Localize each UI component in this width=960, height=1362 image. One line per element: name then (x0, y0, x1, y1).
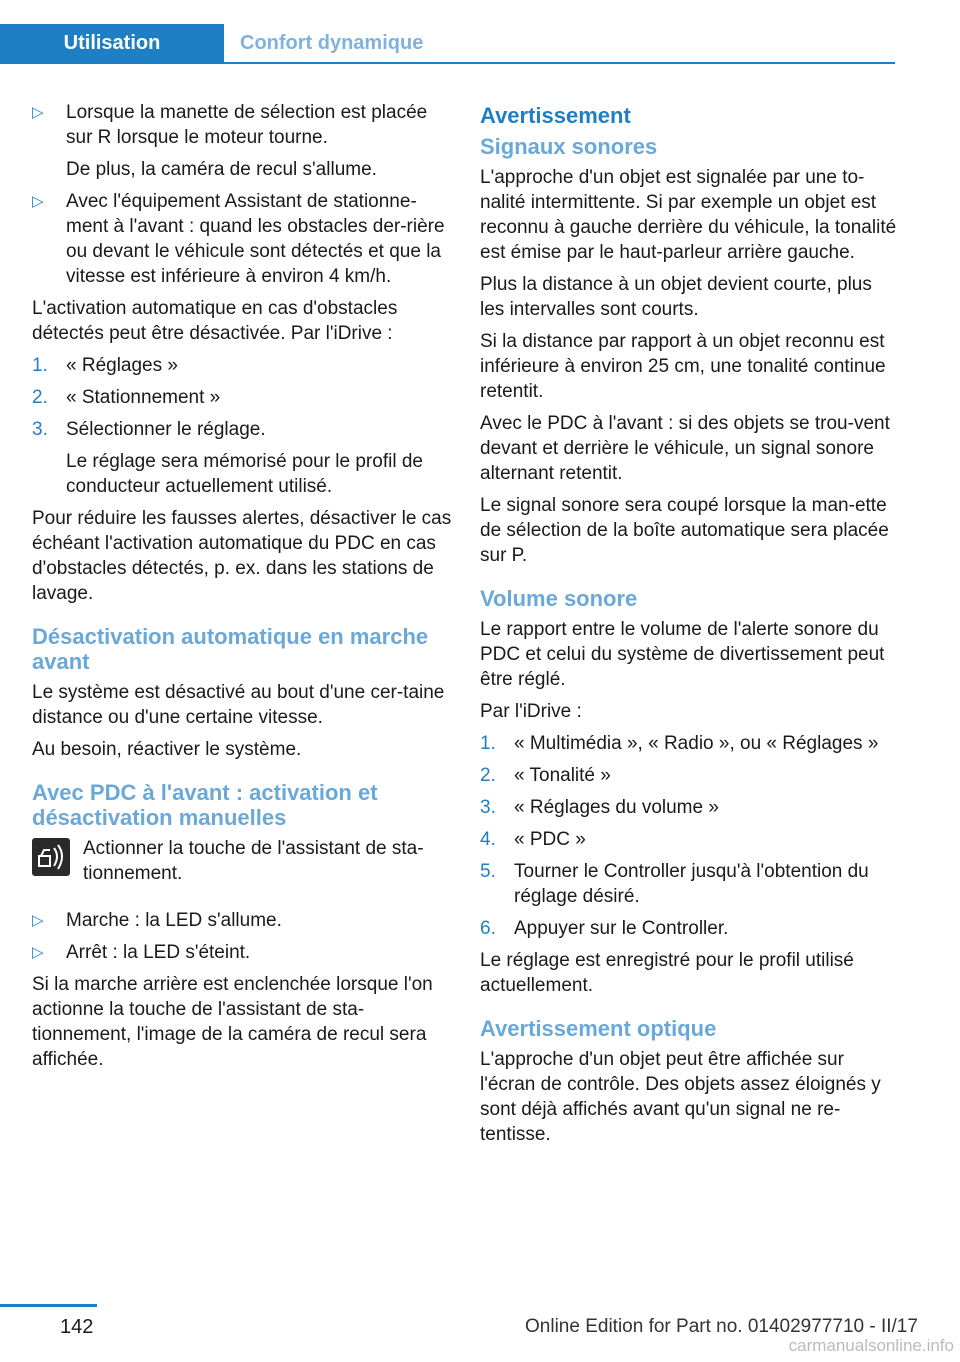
sub-heading: Avertissement optique (480, 1016, 717, 1041)
step-item: 1. « Multimédia », « Radio », ou « Réglages » (480, 733, 879, 754)
step-item: 3. Sélectionner le réglage. (32, 419, 266, 440)
list-item: ▷ Marche : la LED s'allume. (32, 910, 282, 931)
page-number: 142 (60, 1316, 94, 1338)
step-item: 2. « Stationnement » (32, 387, 221, 408)
list-item-note: De plus, la caméra de recul s'allume. (66, 159, 377, 180)
paragraph: Plus la distance à un objet devient courte, plus les intervalles sont courts. (480, 274, 872, 320)
tab-utilisation[interactable]: Utilisation (0, 24, 224, 62)
header-bar (0, 24, 895, 64)
section-heading: Avertissement (480, 103, 631, 128)
step-item: 2. « Tonalité » (480, 765, 611, 786)
paragraph: Pour réduire les fausses alertes, désactiver le cas échéant l'activation automatique du PDC en cas d'obstacles détectés, p. ex. dans les stations de lavage. (32, 508, 452, 604)
paragraph: Avec le PDC à l'avant : si des objets se trou‐vent devant et derrière le véhicule, un signal sonore alternant retentit. (480, 413, 890, 484)
section-heading: Avec PDC à l'avant : activation et désactivation manuelles (32, 780, 378, 830)
icon-instruction: Actionner la touche de l'assistant de sta‐tionnement. (32, 836, 452, 886)
paragraph: Le réglage est enregistré pour le profil utilisé actuellement. (480, 950, 854, 996)
triangle-bullet-icon: ▷ (32, 944, 44, 961)
step-note: Le réglage sera mémorisé pour le profil de conducteur actuellement utilisé. (66, 451, 423, 497)
list-item: ▷ Avec l'équipement Assistant de stationne‐ment à l'avant : quand les obstacles der‐rière ou devant le véhicule sont détectés et que la vitesse est inférieure à environ 4 km/h. (32, 191, 445, 287)
right-column (480, 100, 900, 1154)
tab-confort-dynamique[interactable]: Confort dynamique (240, 31, 424, 54)
footer-divider (0, 1304, 97, 1307)
paragraph: L'activation automatique en cas d'obstacles détectés peut être désactivée. Par l'iDrive : (32, 298, 398, 344)
triangle-bullet-icon: ▷ (32, 912, 44, 929)
section-heading: Désactivation automatique en marche avant (32, 624, 429, 674)
triangle-bullet-icon: ▷ (32, 104, 44, 121)
step-item: 6. Appuyer sur le Controller. (480, 918, 729, 939)
paragraph: Au besoin, réactiver le système. (32, 739, 302, 760)
step-item: 3. « Réglages du volume » (480, 797, 719, 818)
edition-note: Online Edition for Part no. 01402977710 - II/17 (525, 1316, 918, 1337)
paragraph: Le système est désactivé au bout d'une cer‐taine distance ou d'une certaine vitesse. (32, 682, 445, 728)
triangle-bullet-icon: ▷ (32, 193, 44, 210)
left-column (32, 100, 452, 1079)
step-item: 4. « PDC » (480, 829, 586, 850)
step-item: 5. Tourner le Controller jusqu'à l'obtention du réglage désiré. (480, 861, 869, 907)
list-item: ▷ Lorsque la manette de sélection est placée sur R lorsque le moteur tourne. (32, 102, 428, 148)
sub-heading: Volume sonore (480, 586, 638, 611)
watermark: carmanualsonline.info (788, 1336, 954, 1355)
paragraph: Si la distance par rapport à un objet reconnu est inférieure à environ 25 cm, une tonalité continue retentit. (480, 331, 886, 402)
paragraph: L'approche d'un objet peut être affichée sur l'écran de contrôle. Des objets assez éloignés y sont déjà affichés avant qu'un signal ne re‐tentisse. (480, 1049, 881, 1145)
paragraph: Si la marche arrière est enclenchée lorsque l'on actionne la touche de l'assistant de sta‐tionnement, l'image de la caméra de recul sera affichée. (32, 974, 433, 1070)
paragraph: L'approche d'un objet est signalée par une to‐nalité intermittente. Si par exemple un objet est reconnu à gauche derrière du véhicule, la tonalité est émise par le haut-parleur arrière gauche. (480, 167, 897, 263)
park-assist-button-icon (32, 838, 70, 876)
paragraph: Le signal sonore sera coupé lorsque la man‐ette de sélection de la boîte automatique sera placée sur P. (480, 495, 889, 566)
paragraph: Le rapport entre le volume de l'alerte sonore du PDC et celui du système de divertissement peut être réglé. (480, 619, 885, 690)
list-item: ▷ Arrêt : la LED s'éteint. (32, 942, 251, 963)
paragraph: Par l'iDrive : (480, 701, 582, 722)
step-item: 1. « Réglages » (32, 355, 178, 376)
sub-heading: Signaux sonores (480, 134, 658, 159)
